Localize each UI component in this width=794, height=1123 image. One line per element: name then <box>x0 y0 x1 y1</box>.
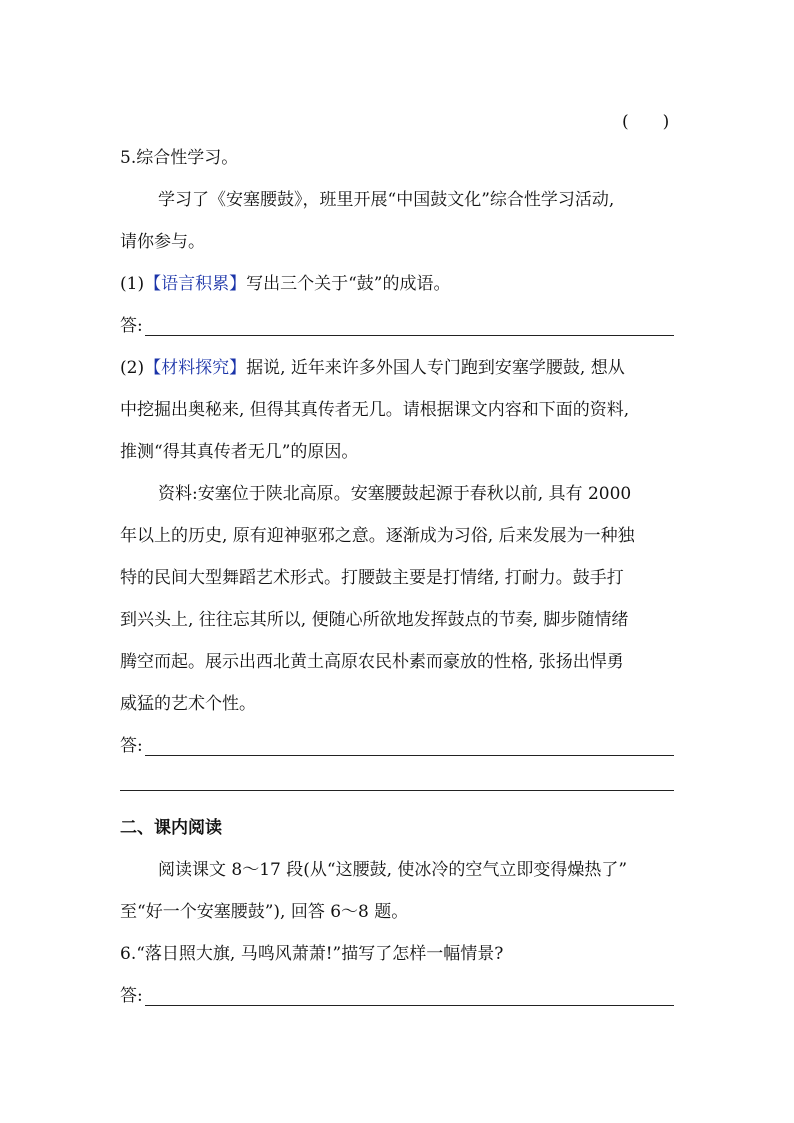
material-text: 腾空而起。展示出西北黄土高原农民朴素而豪放的性格, 张扬出悍勇 <box>120 652 624 672</box>
answer-line-3 <box>120 986 674 1006</box>
material-text: 到兴头上, 往往忘其所以, 便随心所欲地发挥鼓点的节奏, 脚步随情绪 <box>120 610 629 630</box>
part-text: 写出三个关于“鼓”的成语。 <box>246 274 451 294</box>
answer-blank[interactable] <box>145 319 674 336</box>
part-text: 据说, 近年来许多外国人专门跑到安塞学腰鼓, 想从 <box>246 358 625 378</box>
question-5-title: 5.综合性学习。 <box>120 148 239 168</box>
question-5-intro: 学习了《安塞腰鼓》，班里开展“中国鼓文化”综合性学习活动, <box>158 190 615 210</box>
answer-label: 答: <box>120 316 143 336</box>
section-intro-cont: 至“好一个安塞腰鼓”), 回答 6～8 题。 <box>120 902 409 922</box>
answer-blank[interactable] <box>145 989 674 1006</box>
answer-line-2 <box>120 736 674 756</box>
question-5-intro-cont: 请你参与。 <box>120 232 205 252</box>
part-tag: 【材料探究】 <box>144 358 247 378</box>
answer-bracket: ( ) <box>622 112 670 132</box>
question-5-part-1 <box>120 274 674 294</box>
section-intro: 阅读课文 8～17 段(从“这腰鼓, 使冰冷的空气立即变得燥热了” <box>158 860 628 880</box>
material-text: 威猛的艺术个性。 <box>120 694 256 714</box>
question-5-part-2-cont: 推测“得其真传者无几”的原因。 <box>120 442 359 462</box>
material-text: 年以上的历史, 原有迎神驱邪之意。逐渐成为习俗, 后来发展为一种独 <box>120 526 635 546</box>
answer-line-1 <box>120 316 674 336</box>
question-5-part-2-cont: 中挖掘出奥秘来, 但得其真传者无几。请根据课文内容和下面的资料, <box>120 400 630 420</box>
answer-label: 答: <box>120 736 143 756</box>
section-heading: 二、课内阅读 <box>120 818 222 838</box>
question-5-part-2 <box>120 358 674 378</box>
part-tag: 【语言积累】 <box>144 274 247 294</box>
answer-blank-extra[interactable] <box>120 790 674 791</box>
material-text: 特的民间大型舞蹈艺术形式。打腰鼓主要是打情绪, 打耐力。鼓手打 <box>120 568 624 588</box>
question-6: 6.“落日照大旗, 马鸣风萧萧!”描写了怎样一幅情景? <box>120 944 504 964</box>
material-text: 资料:安塞位于陕北高原。安塞腰鼓起源于春秋以前, 具有 2000 <box>158 484 632 504</box>
answer-label: 答: <box>120 986 143 1006</box>
answer-blank[interactable] <box>145 739 674 756</box>
part-number: (2) <box>120 358 145 378</box>
part-number: (1) <box>120 274 145 294</box>
